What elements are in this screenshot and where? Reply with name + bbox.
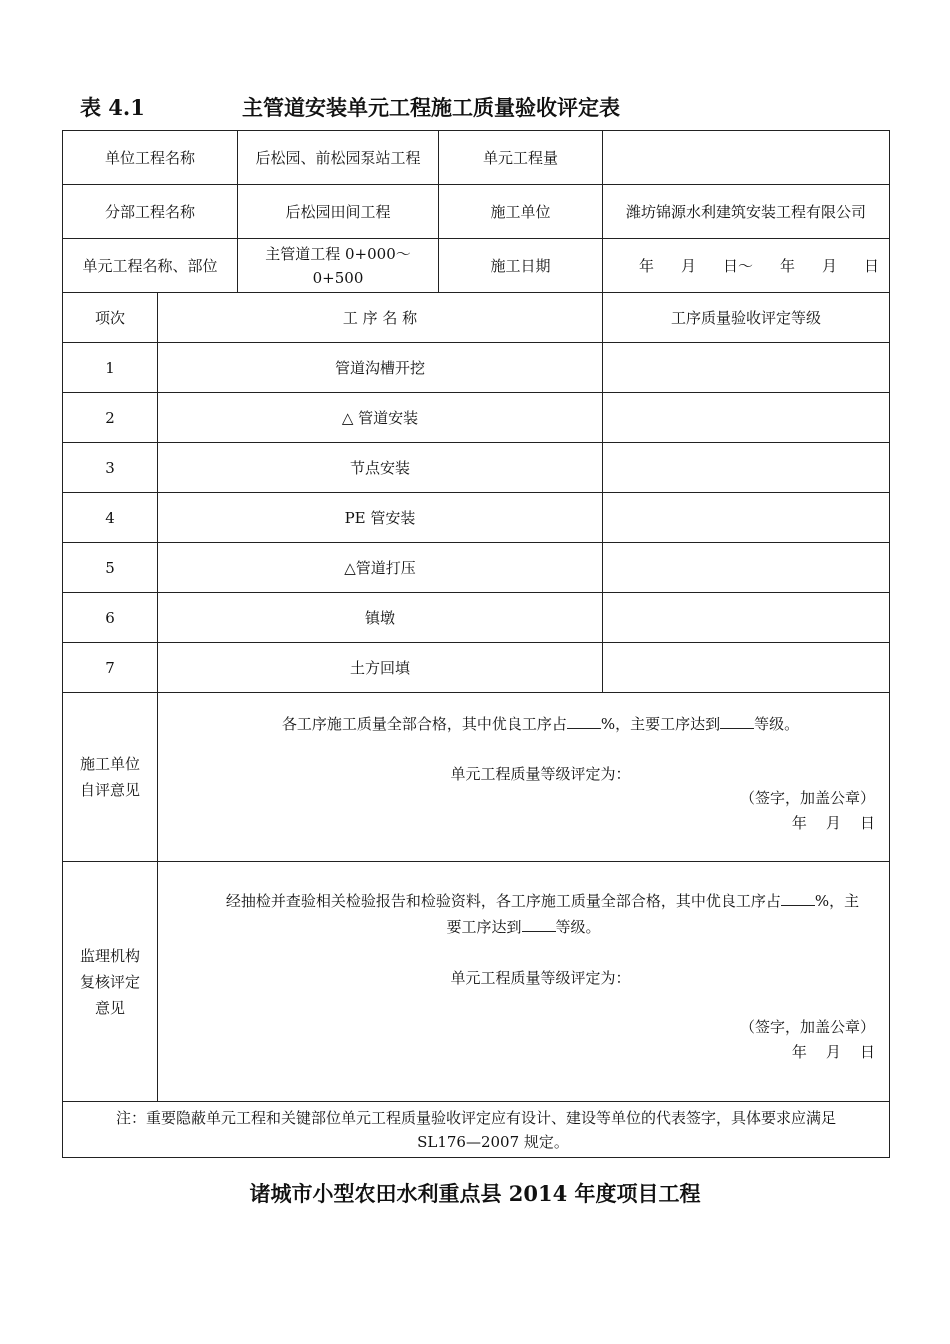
item-index: 7 (63, 643, 158, 693)
supervisor-rating-line: 单元工程质量等级评定为： (450, 969, 631, 987)
items-header-row (63, 293, 890, 343)
unit-quantity-value (603, 131, 890, 185)
item-index: 2 (63, 393, 158, 443)
item-grade (603, 493, 890, 543)
item-index: 1 (63, 343, 158, 393)
item-index: 4 (63, 493, 158, 543)
unit-project-label: 单位工程名称 (63, 131, 238, 185)
table-row (63, 543, 890, 593)
form-number: 表 4.1 (80, 95, 145, 120)
item-process-name: 节点安装 (158, 443, 603, 493)
supervisor-opinion-statement-line2 (168, 914, 879, 940)
contractor-statement-part3: 等级。 (754, 715, 800, 733)
supervisor-opinion-statement-line1 (202, 888, 883, 914)
table-row (63, 593, 890, 643)
contractor-value: 潍坊锦源水利建筑安装工程有限公司 (603, 185, 890, 239)
note-row (63, 1102, 890, 1158)
col-index-header: 项次 (63, 293, 158, 343)
main-process-grade-blank (720, 713, 754, 729)
supervisor-statement-part1: 经抽检并查验相关检验报告和检验资料，各工序施工质量全部合格，其中优良工序占 (225, 892, 781, 910)
contractor-label: 施工单位 (439, 185, 603, 239)
date-day-start: 日～ (722, 257, 753, 275)
supervisor-opinion-label-line2: 复核评定 (79, 972, 140, 991)
note-line2: SL176—2007 规定。 (417, 1132, 569, 1151)
date-day-end: 日 (863, 257, 879, 275)
supervisor-opinion-label-line3: 意见 (94, 998, 125, 1017)
supervisor-statement-part3: 要工序达到 (446, 918, 522, 936)
item-index: 3 (63, 443, 158, 493)
item-process-name: 镇墩 (158, 593, 603, 643)
supervisor-opinion-row (63, 862, 890, 1102)
construction-date-label: 施工日期 (439, 239, 603, 293)
table-row (63, 343, 890, 393)
item-grade (603, 393, 890, 443)
evaluation-form-table (62, 130, 890, 1158)
contractor-statement-part2: %，主要工序达到 (600, 715, 721, 733)
col-grade-header: 工序质量验收评定等级 (603, 293, 890, 343)
date-month-start: 月 (681, 257, 697, 275)
item-process-name: PE 管安装 (158, 493, 603, 543)
item-index: 5 (63, 543, 158, 593)
table-row (63, 393, 890, 443)
unit-project-value: 后松园、前松园泵站工程 (238, 131, 439, 185)
item-process-name: 土方回填 (158, 643, 603, 693)
table-row (63, 443, 890, 493)
sub-project-label: 分部工程名称 (63, 185, 238, 239)
col-process-header: 工 序 名 称 (158, 293, 603, 343)
supervisor-date-line: 年 月 日 (791, 1043, 876, 1061)
contractor-opinion-body (158, 693, 890, 862)
form-title (80, 92, 880, 124)
contractor-statement-part1: 各工序施工质量全部合格，其中优良工序占 (281, 715, 567, 733)
supervisor-statement-part4: 等级。 (555, 918, 601, 936)
item-index: 6 (63, 593, 158, 643)
contractor-opinion-label-line1: 施工单位 (79, 755, 140, 773)
item-grade (603, 543, 890, 593)
item-grade (603, 643, 890, 693)
contractor-rating-line: 单元工程质量等级评定为： (450, 765, 631, 783)
date-year-start: 年 (639, 257, 655, 275)
item-process-name: △ 管道安装 (158, 393, 603, 443)
supervisor-opinion-label (63, 862, 158, 1102)
date-month-end: 月 (821, 257, 837, 275)
unit-name-label: 单元工程名称、部位 (63, 239, 238, 293)
supervisor-opinion-body (158, 862, 890, 1102)
supervisor-signature-line: （签字，加盖公章） (740, 1018, 876, 1036)
date-year-end: 年 (779, 257, 795, 275)
note-line1: 注：重要隐蔽单元工程和关键部位单元工程质量验收评定应有设计、建设等单位的代表签字，具体要求应满足 (116, 1108, 837, 1127)
contractor-signature-line: （签字，加盖公章） (740, 789, 876, 807)
contractor-opinion-label (63, 693, 158, 862)
supervisor-main-process-grade-blank (522, 916, 556, 932)
item-grade (603, 443, 890, 493)
header-row-unit-name (63, 239, 890, 293)
excellent-ratio-blank (567, 713, 601, 729)
item-grade (603, 593, 890, 643)
contractor-opinion-label-line2: 自评意见 (79, 781, 140, 799)
unit-name-value: 主管道工程 0+000～0+500 (238, 239, 439, 293)
supervisor-statement-part2: %，主 (814, 892, 860, 910)
contractor-opinion-row (63, 693, 890, 862)
item-process-name: 管道沟槽开挖 (158, 343, 603, 393)
footer-title: 诸城市小型农田水利重点县 2014 年度项目工程 (249, 1181, 701, 1206)
form-title-text: 主管道安装单元工程施工质量验收评定表 (242, 95, 620, 120)
contractor-date-line: 年 月 日 (791, 814, 876, 832)
unit-quantity-label: 单元工程量 (439, 131, 603, 185)
table-row (63, 493, 890, 543)
item-process-name: △管道打压 (158, 543, 603, 593)
contractor-opinion-statement (202, 711, 879, 737)
item-grade (603, 343, 890, 393)
header-row-sub-project (63, 185, 890, 239)
sub-project-value: 后松园田间工程 (238, 185, 439, 239)
header-row-unit-project (63, 131, 890, 185)
supervisor-excellent-ratio-blank (781, 890, 815, 906)
supervisor-opinion-label-line1: 监理机构 (79, 946, 140, 965)
construction-date-value (603, 239, 890, 293)
note-cell (63, 1102, 890, 1158)
table-row (63, 643, 890, 693)
